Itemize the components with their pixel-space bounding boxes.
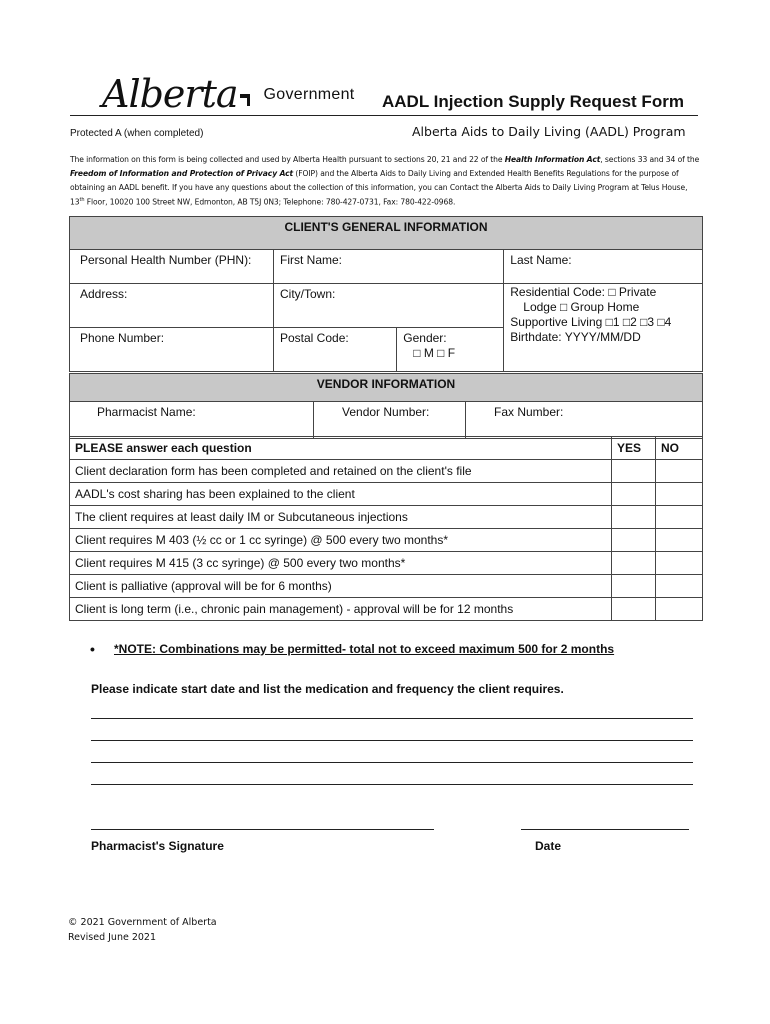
bullet: •	[90, 641, 95, 657]
medication-line-3[interactable]	[91, 762, 693, 763]
yes-checkbox[interactable]	[612, 552, 656, 575]
note-text: *NOTE: Combinations may be permitted- total not to exceed maximum 500 for 2 months	[114, 642, 615, 656]
questions-header: PLEASE answer each question	[70, 437, 612, 460]
yes-column-header: YES	[612, 437, 656, 460]
logo-government: Government	[263, 86, 355, 103]
pharmacist-signature-line[interactable]	[91, 829, 434, 830]
postal-code-field[interactable]: Postal Code:	[274, 328, 397, 372]
residential-code-line1: Residential Code: □ Private	[510, 285, 657, 299]
phone-field[interactable]: Phone Number:	[70, 328, 274, 372]
yes-checkbox[interactable]	[612, 529, 656, 552]
question-text: Client requires M 403 (½ cc or 1 cc syringe) @ 500 every two months*	[70, 529, 612, 552]
date-label: Date	[535, 839, 562, 853]
city-field[interactable]: City/Town:	[274, 284, 504, 328]
yes-checkbox[interactable]	[612, 506, 656, 529]
first-name-field[interactable]: First Name:	[274, 250, 504, 284]
gender-options: □ M □ F	[413, 346, 456, 360]
intro-act-1: Health Information Act	[504, 155, 601, 164]
vendor-number-field[interactable]: Vendor Number:	[314, 402, 466, 439]
intro-text-1: The information on this form is being collected and used by Alberta Health pursuant to sections 20, 21 and 22 of the	[70, 155, 505, 164]
alberta-logo	[102, 66, 355, 114]
phn-field[interactable]: Personal Health Number (PHN):	[70, 250, 274, 284]
table-row	[70, 598, 703, 621]
question-text: AADL's cost sharing has been explained to the client	[70, 483, 612, 506]
no-checkbox[interactable]	[656, 529, 703, 552]
no-column-header: NO	[656, 437, 703, 460]
no-checkbox[interactable]	[656, 483, 703, 506]
table-row	[70, 460, 703, 483]
program-name: Alberta Aids to Daily Living (AADL) Program	[412, 124, 686, 139]
protected-label: Protected A (when completed)	[70, 128, 204, 139]
residential-birthdate-cell[interactable]	[504, 284, 703, 372]
gender-label: Gender:	[403, 331, 447, 345]
table-row	[70, 506, 703, 529]
residential-code-line2: Lodge □ Group Home	[523, 300, 640, 314]
fax-number-field[interactable]: Fax Number:	[466, 402, 703, 439]
question-text: Client requires M 415 (3 cc syringe) @ 500 every two months*	[70, 552, 612, 575]
question-text: The client requires at least daily IM or Subcutaneous injections	[70, 506, 612, 529]
client-info-heading: CLIENT'S GENERAL INFORMATION	[70, 217, 703, 250]
no-checkbox[interactable]	[656, 460, 703, 483]
yes-checkbox[interactable]	[612, 575, 656, 598]
alberta-flag-icon	[240, 92, 250, 106]
copyright: © 2021 Government of Alberta	[68, 917, 217, 928]
question-text: Client is palliative (approval will be for 6 months)	[70, 575, 612, 598]
intro-sup: th	[79, 197, 85, 204]
client-info-table	[69, 216, 703, 372]
revised-date: Revised June 2021	[68, 932, 157, 943]
vendor-info-heading: VENDOR INFORMATION	[70, 374, 703, 402]
yes-checkbox[interactable]	[612, 460, 656, 483]
medication-line-2[interactable]	[91, 740, 693, 741]
no-checkbox[interactable]	[656, 575, 703, 598]
intro-act-2: Freedom of Information and Protection of Privacy Act	[70, 168, 294, 178]
intro-text-3: (FOIP) and the Alberta Aids to Daily Living and Extended Health Benefits Regulations for the purpose of obtaining an AADL benefit. If you have any questions about the collection of this information, you can Contact the Alberta Aids to Daily Living Program at Telus House, 13	[70, 168, 688, 207]
table-row	[70, 529, 703, 552]
last-name-field[interactable]: Last Name:	[504, 250, 703, 284]
intro-text-2: , sections 33 and 34 of the	[600, 155, 700, 164]
question-text: Client declaration form has been completed and retained on the client's file	[70, 460, 612, 483]
intro-text-4: Floor, 10020 100 Street NW, Edmonton, AB T5J 0N3; Telephone: 780-427-0731, Fax: 780-422-0968.	[84, 197, 456, 207]
medication-line-1[interactable]	[91, 718, 693, 719]
residential-code-line3: Supportive Living □1 □2 □3 □4	[510, 315, 672, 329]
pharmacist-signature-label: Pharmacist's Signature	[91, 839, 224, 853]
footer	[68, 915, 217, 945]
logo-wordmark: Alberta	[102, 72, 238, 116]
no-checkbox[interactable]	[656, 598, 703, 621]
title-divider	[70, 115, 698, 116]
gender-field[interactable]	[397, 328, 504, 372]
table-row	[70, 575, 703, 598]
table-row	[70, 552, 703, 575]
address-field[interactable]: Address:	[70, 284, 274, 328]
no-checkbox[interactable]	[656, 506, 703, 529]
yes-checkbox[interactable]	[612, 483, 656, 506]
medication-line-4[interactable]	[91, 784, 693, 785]
pharmacist-name-field[interactable]: Pharmacist Name:	[70, 402, 314, 439]
vendor-info-table	[69, 373, 703, 439]
intro-paragraph	[70, 153, 700, 210]
form-title: AADL Injection Supply Request Form	[382, 92, 684, 111]
medication-instruction: Please indicate start date and list the medication and frequency the client requires.	[91, 682, 564, 696]
question-text: Client is long term (i.e., chronic pain management) - approval will be for 12 months	[70, 598, 612, 621]
questions-table	[69, 436, 703, 621]
no-checkbox[interactable]	[656, 552, 703, 575]
yes-checkbox[interactable]	[612, 598, 656, 621]
birthdate-field: Birthdate: YYYY/MM/DD	[510, 330, 641, 344]
table-row	[70, 483, 703, 506]
date-line[interactable]	[521, 829, 689, 830]
